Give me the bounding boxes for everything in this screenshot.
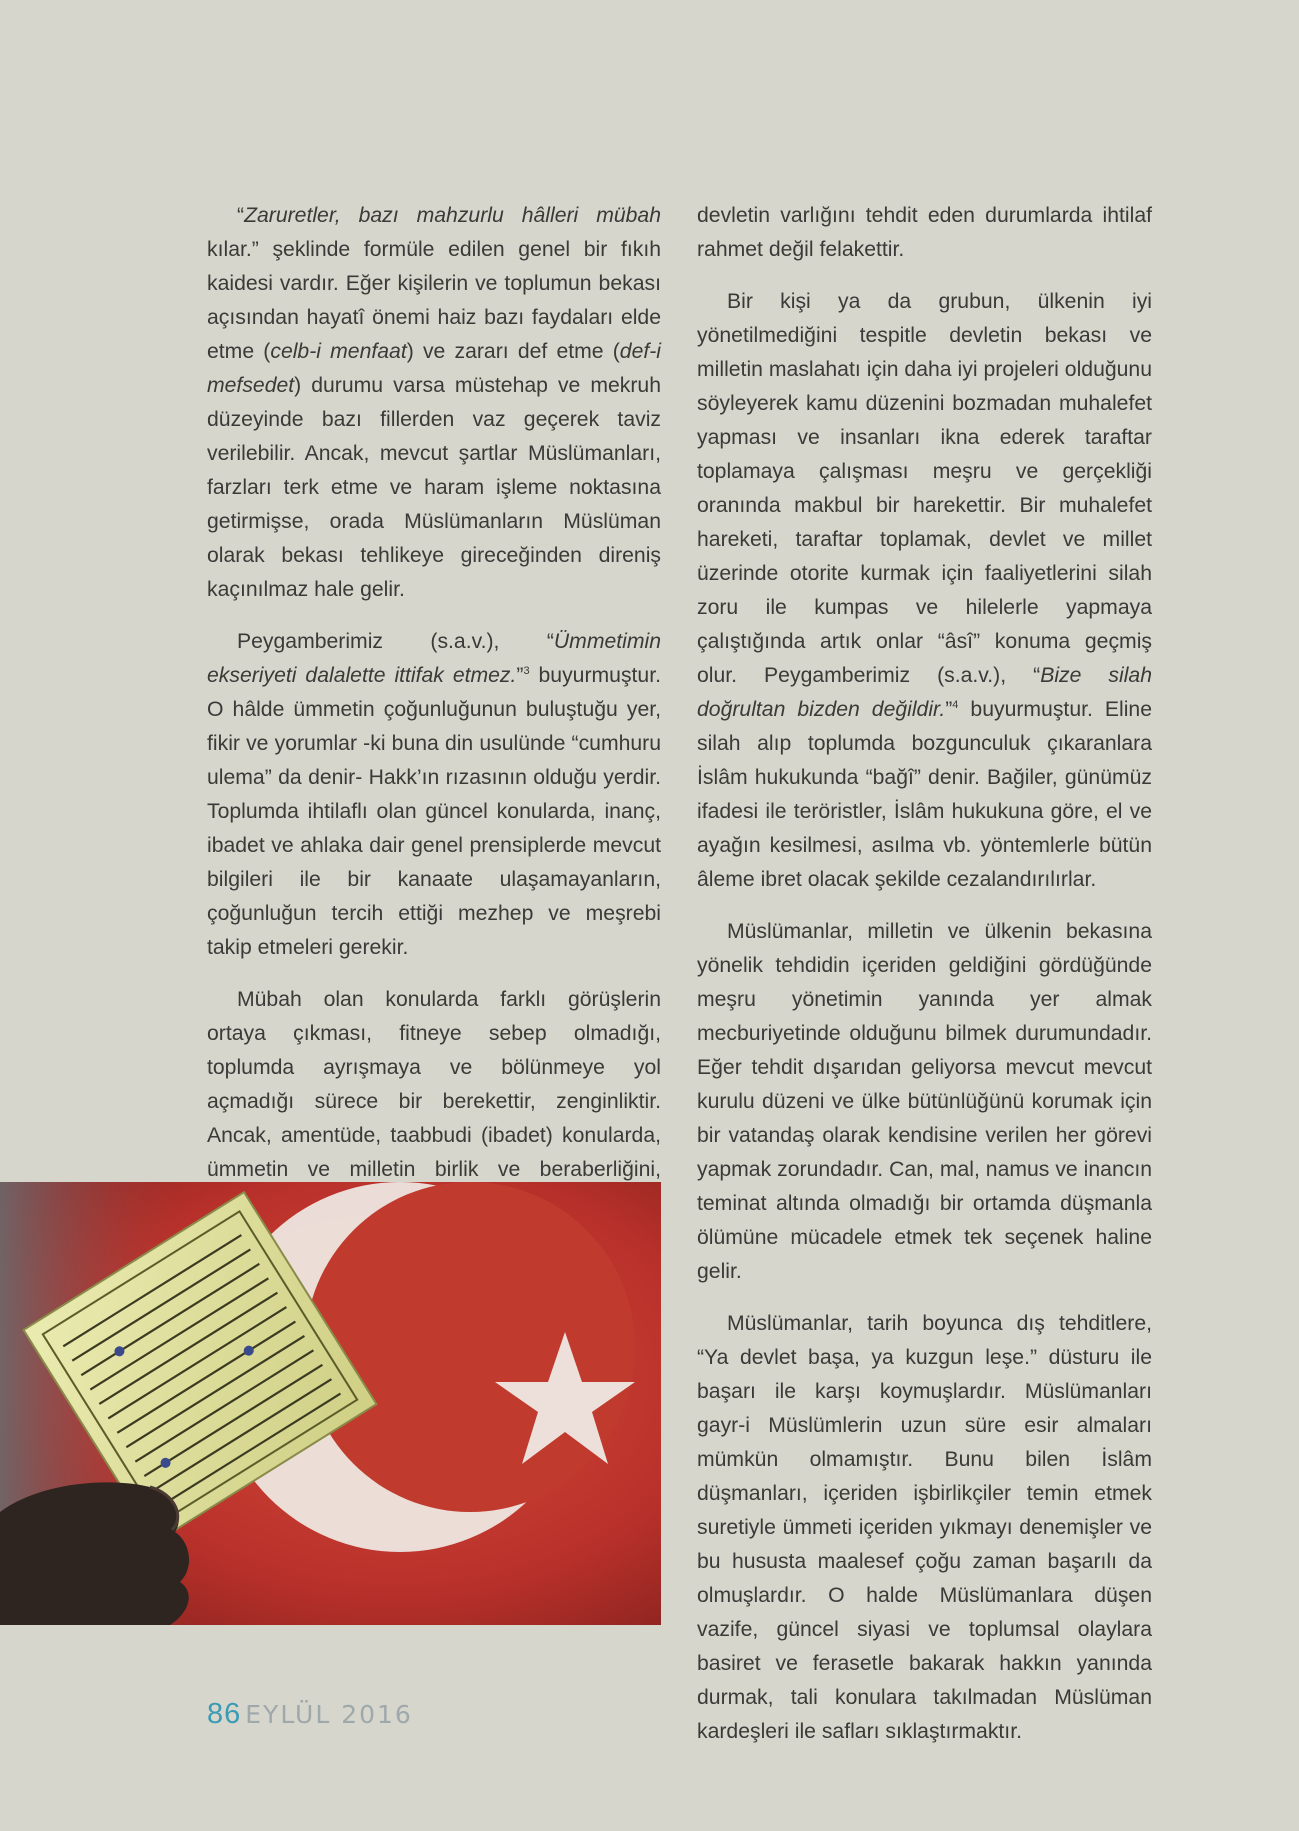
- page-number: 86: [207, 1698, 242, 1730]
- article-photo: [0, 1182, 661, 1625]
- issue-label: EYLÜL 2016: [245, 1700, 413, 1729]
- right-paragraph-2: Müslümanlar, milletin ve ülkenin bekasına yönelik tehdidin içeriden geldiğini gördüğünde meşru yönetimin yanında yer almak mecburiyetinde olduğunu bilmek durumundadır. Eğer tehdit dışarıdan geliyorsa mevcut mevcut kurulu düzeni ve ülke bütünlüğünü korumak için bir vatandaş olarak kendisine verilen her görevi yapmak zorundadır. Can, mal, namus ve inancın teminat altında olmadığı bir ortamda düşmanla ölümüne mücadele etmek tek seçenek haline gelir.: [697, 920, 1152, 1283]
- italic-text: celb-i menfaat: [270, 340, 407, 363]
- footnote-ref: 3: [523, 664, 530, 677]
- right-column: [697, 199, 1152, 1767]
- page-footer: [207, 1698, 413, 1731]
- left-column: [207, 199, 661, 1239]
- photo-illustration: [0, 1182, 661, 1625]
- footnote-ref: 4: [952, 698, 959, 711]
- right-paragraph-0: devletin varlığını tehdit eden durumlarda ihtilaf rahmet değil felakettir.: [697, 204, 1152, 261]
- right-paragraph-3: Müslümanlar, tarih boyunca dış tehditlere, “Ya devlet başa, ya kuzgun leşe.” düsturu ile başarı ile karşı koymuşlardır. Müslümanları gayr-i Müslümlerin uzun süre esir almaları mümkün olmamıştır. Bunu bilen İslâm düşmanları, içeriden işbirlikçiler temin etmek suretiyle ümmeti içeriden yıkmayı denemişler ve bu hususta maalesef çoğu zaman başarılı da olmuşlardır. O halde Müslümanlara düşen vazife, güncel siyasi ve toplumsal olaylara basiret ve ferasetle bakarak hakkın yanında durmak, tali konulara takılmadan Müslüman kardeşleri ile safları sıklaştırmaktır.: [697, 1312, 1152, 1743]
- italic-text: Ümmetimin ekseriyeti dalalette ittifak etmez.: [207, 630, 661, 687]
- left-paragraph-1: “Zaruretler, bazı mahzurlu hâlleri mübah kılar.” şeklinde formüle edilen genel bir fıkıh kaidesi vardır. Eğer kişilerin ve toplumun bekası açısından hayatî önemi haiz bazı faydaları elde etme (celb-i menfaat) ve zararı def etme (def-i mefsedet) durumu varsa müstehap ve mekruh düzeyinde bazı fillerden vaz geçerek taviz verilebilir. Ancak, mevcut şartlar Müslümanları, farzları terk etme ve haram işleme noktasına getirmişse, orada Müslümanların Müslüman olarak bekası tehlikeye gireceğinden direniş kaçınılmaz hale gelir.: [207, 204, 662, 601]
- left-paragraph-2: Peygamberimiz (s.a.v.), “Ümmetimin ekseriyeti dalalette ittifak etmez.”$^3$ buyurmuştur. O hâlde ümmetin çoğunluğunun buluştuğu yer, fikir ve yorumlar -ki buna din usulünde “cumhuru ulema” da denir- Hakk’ın rızasının olduğu yerdir. Toplumda ihtilaflı olan güncel konularda, inanç, ibadet ve ahlaka dair genel prensiplerde mevcut bilgileri ile bir kanaate ulaşamayanların, çoğunluğun tercih ettiği mezhep ve meşrebi takip etmeleri gerekir.: [207, 630, 661, 959]
- hand: [0, 1482, 189, 1625]
- italic-text: def-i mefsedet: [207, 340, 662, 397]
- left-paragraph-3: Mübah olan konularda farklı görüşlerin ortaya çıkması, fitneye sebep olmadığı, toplumda ayrışmaya ve bölünmeye yol açmadığı sürece bir berekettir, zenginliktir. Ancak, amentüde, taabbudi (ibadet) konularda, ümmetin ve milletin birlik ve beraberliğini,: [207, 988, 661, 1181]
- right-paragraph-1: Bir kişi ya da grubun, ülkenin iyi yönetilmediğini tespitle devletin bekası ve milletin maslahatı için daha iyi projeleri olduğunu söyleyerek kamu düzenini bozmadan muhalefet yapması ve insanları ikna ederek taraftar toplamaya çalışması meşru ve gerçekliği oranında makbul bir harekettir. Bir muhalefet hareketi, taraftar toplamak, devlet ve millet üzerinde otorite kurmak için faaliyetlerini silah zoru ile kumpas ve hilelerle yapmaya çalıştığında artık onlar “âsî” konuma geçmiş olur. Peygamberimiz (s.a.v.), “Bize silah doğrultan bizden değildir.”$^4$ buyurmuştur. Eline silah alıp toplumda bozgunculuk çıkaranlara İslâm hukukunda “bağî” denir. Bağiler, günümüz ifadesi ile teröristler, İslâm hukukuna göre, el ve ayağın kesilmesi, asılma vb. yöntemlerle bütün âleme ibret olacak şekilde cezalandırılırlar.: [697, 290, 1152, 891]
- italic-text: Zaruretler, bazı mahzurlu hâlleri mübah: [244, 204, 661, 227]
- italic-text: Bize silah doğrultan bizden değildir.: [697, 664, 1152, 721]
